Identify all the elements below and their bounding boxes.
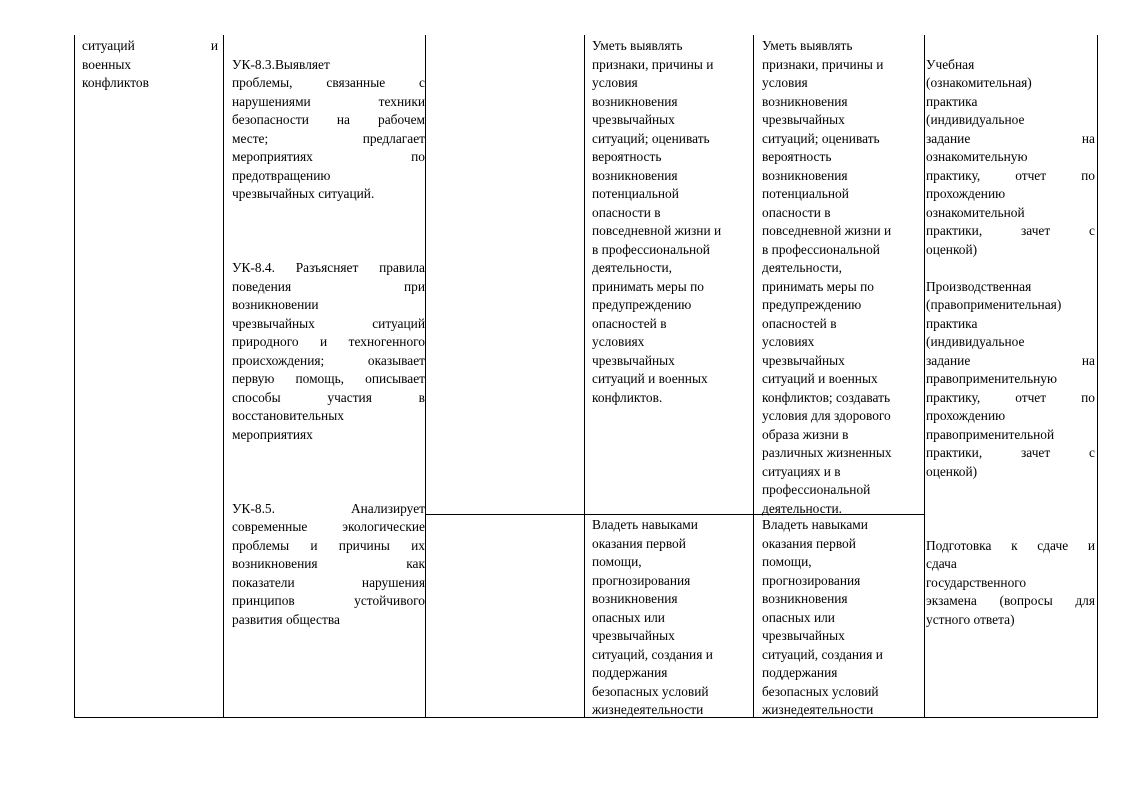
possess-cell-col5: Владеть навыками оказания первой помощи, прогнозирования возникновения опасных или чрезвычайных ситуаций, создания и поддержания безопасных условий жизнедеятельности: [762, 517, 883, 717]
text-line: ознакомительную: [926, 149, 1028, 164]
text-line: (индивидуальное: [926, 112, 1025, 127]
discipline-name-cell: [82, 37, 218, 93]
text-line: возникновения как: [232, 556, 425, 571]
indicator-uk-8-5: [232, 500, 425, 630]
assessment-state-exam: [926, 537, 1095, 630]
text-line: УК-8.4. Разъясняет правила: [232, 260, 425, 275]
text-line: ситуаций и: [82, 38, 218, 53]
column-divider-4: [753, 35, 754, 718]
possess-cell-col4: Владеть навыками оказания первой помощи, прогнозирования возникновения опасных или чрезвычайных ситуаций, создания и поддержания безопасных условий жизнедеятельности: [592, 517, 713, 717]
text-line: ознакомительной: [926, 204, 1025, 220]
text-line: Подготовка к сдаче и: [926, 537, 1095, 553]
text-line: оценкой): [926, 463, 978, 479]
text-line: задание на: [926, 352, 1095, 368]
text-line: устного ответа): [926, 611, 1015, 627]
text-line: месте; предлагает: [232, 130, 425, 146]
text-line: военных: [82, 56, 132, 72]
text-line: задание на: [926, 130, 1095, 146]
text-line: развития общества: [232, 611, 340, 627]
text-line: практики, зачет с: [926, 223, 1095, 238]
text-line: мероприятиях по: [232, 149, 425, 164]
text-line: практика: [926, 93, 978, 109]
text-line: происхождения; оказывает: [232, 352, 425, 368]
text-line: восстановительных: [232, 408, 344, 423]
text-line: УК-8.3.Выявляет: [232, 56, 330, 72]
indicator-uk-8-4: [232, 259, 425, 444]
text-line: поведения при: [232, 278, 425, 294]
text-line: чрезвычайных ситуаций: [232, 315, 425, 331]
text-line: оценкой): [926, 241, 978, 257]
competency-table: [74, 35, 1098, 718]
text-line: (правоприменительная): [926, 297, 1062, 312]
text-line: правоприменительной: [926, 426, 1055, 442]
text-line: чрезвычайных ситуаций.: [232, 186, 375, 201]
text-line: (индивидуальное: [926, 334, 1025, 349]
text-line: показатели нарушения: [232, 574, 425, 590]
text-line: государственного: [926, 574, 1027, 590]
text-line: безопасности на рабочем: [232, 112, 425, 127]
indicator-uk-8-3: [232, 56, 425, 204]
text-line: проблемы, связанные с: [232, 75, 425, 90]
skills-cell-col5: Уметь выявлять признаки, причины и условия возникновения чрезвычайных ситуаций; оценивать вероятность возникновения потенциальной опасности в повседневной жизни и в профессиональной деятельности, принимать меры по предупреждению опасностей в условиях чрезвычайных ситуаций и военных конфликтов; создавать условия для здорового образа жизни в различных жизненных ситуациях и в профессиональной деятельности.: [762, 38, 892, 516]
text-line: Учебная: [926, 56, 975, 72]
skills-cell-col4: Уметь выявлять признаки, причины и условия возникновения чрезвычайных ситуаций; оценивать вероятность возникновения потенциальной опасности в повседневной жизни и в профессиональной деятельности, принимать меры по предупреждению опасностей в условиях чрезвычайных ситуаций и военных конфликтов.: [592, 38, 722, 405]
indicators-cell: [232, 37, 425, 648]
table-border-bottom: [74, 717, 1098, 718]
text-line: прохождению: [926, 186, 1006, 201]
text-line: природного и техногенного: [232, 334, 425, 349]
text-line: мероприятиях: [232, 426, 313, 442]
text-line: способы участия в: [232, 389, 425, 405]
assessment-cell: [926, 37, 1095, 648]
text-line: сдача: [926, 556, 957, 571]
text-line: предотвращению: [232, 167, 331, 183]
text-line: Производственная: [926, 278, 1032, 294]
text-line: первую помощь, описывает: [232, 371, 425, 386]
table-border-right: [1097, 35, 1098, 718]
text-line: практика: [926, 315, 978, 331]
assessment-production-practice: [926, 278, 1095, 482]
column-divider-3: [584, 35, 585, 718]
text-line: практику, отчет по: [926, 167, 1095, 183]
table-border-left: [74, 35, 75, 718]
column-divider-1: [223, 35, 224, 718]
assessment-training-practice: [926, 56, 1095, 260]
text-line: экзамена (вопросы для: [926, 593, 1095, 608]
text-line: конфликтов: [82, 75, 149, 90]
text-line: (ознакомительная): [926, 75, 1032, 90]
text-line: прохождению: [926, 408, 1006, 423]
column-divider-5: [924, 35, 925, 718]
column-divider-2: [425, 35, 426, 718]
text-line: возникновении: [232, 297, 319, 312]
text-line: принципов устойчивого: [232, 593, 425, 608]
text-line: практику, отчет по: [926, 389, 1095, 405]
text-line: правоприменительную: [926, 371, 1057, 386]
text-line: практики, зачет с: [926, 445, 1095, 460]
text-line: нарушениями техники: [232, 93, 425, 109]
text-line: проблемы и причины их: [232, 537, 425, 553]
text-line: УК-8.5. Анализирует: [232, 500, 425, 516]
text-line: современные экологические: [232, 519, 425, 534]
